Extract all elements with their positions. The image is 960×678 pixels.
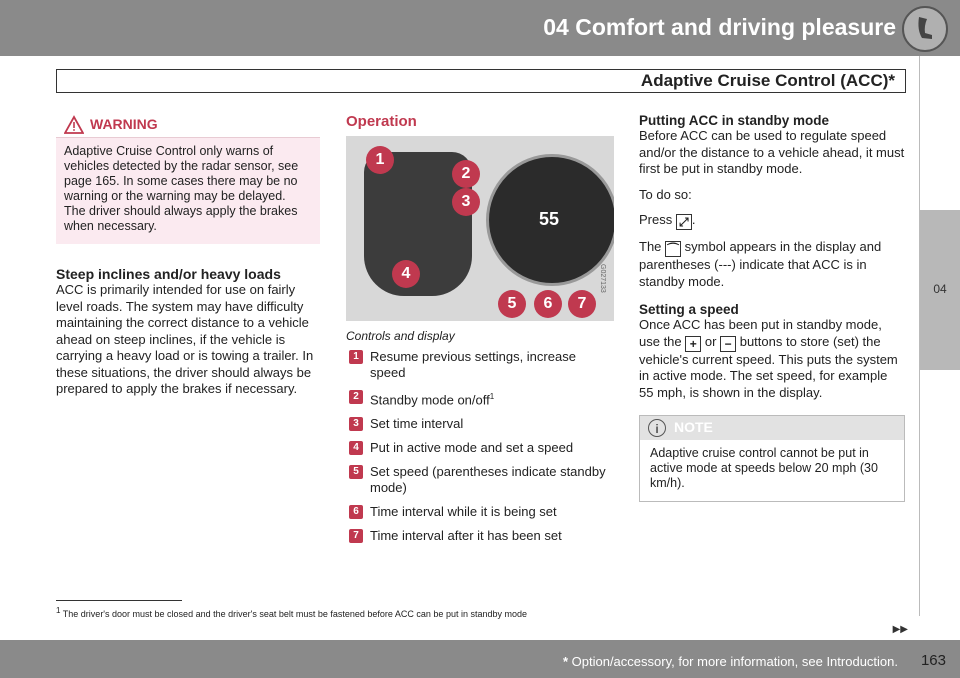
acc-symbol-icon: ⌒ <box>667 242 680 256</box>
page-number: 163 <box>920 652 946 669</box>
setspeed-text-c: buttons to store (set) the vehicle's current speed. This puts the system in active mode. The set speed, for example 55 mph, is shown in the display. <box>639 333 898 400</box>
press-label: Press <box>639 212 673 227</box>
footer-star: * <box>562 654 569 669</box>
section-bar <box>56 69 906 93</box>
warning-triangle-icon <box>64 115 84 135</box>
section-title: Adaptive Cruise Control (ACC)* <box>640 71 895 90</box>
controls-figure <box>346 136 614 321</box>
setspeed-text <box>639 317 905 401</box>
chapter-side-tab <box>920 210 960 370</box>
steep-inclines-text: ACC is primarily intended for use on fairly level roads. The system may have difficulty maintaining the correct distance to a vehicle ahead on steep inclines, if the vehicle is carrying a heavy load or is towing a trailer. In these situations, the driver should always be prepared to apply the brakes if necessary. <box>56 282 314 396</box>
footer-text: Option/accessory, for more information, see Introduction. <box>571 654 898 669</box>
note-header <box>640 416 904 440</box>
item-text: Time interval after it has been set <box>370 528 562 544</box>
item-number: 2 <box>349 390 363 404</box>
steep-inclines-heading: Steep inclines and/or heavy loads <box>56 266 281 282</box>
item-number: 7 <box>349 529 363 543</box>
plus-icon: + <box>685 336 701 352</box>
callout-3: 3 <box>452 188 480 216</box>
item-text: Put in active mode and set a speed <box>370 440 574 456</box>
standby-text-2: To do so: <box>639 186 692 202</box>
list-item <box>346 389 614 408</box>
item-number: 4 <box>349 441 363 455</box>
column-middle <box>346 113 614 552</box>
callout-5: 5 <box>498 290 526 318</box>
footer-note <box>563 654 898 669</box>
standby-text-3 <box>639 212 905 230</box>
item-text: Time interval while it is being set <box>370 504 557 520</box>
item-number: 5 <box>349 465 363 479</box>
standby-text-4 <box>639 239 905 290</box>
figure-caption: Controls and display <box>346 329 455 343</box>
warning-box <box>56 113 320 244</box>
gauge-speed: 55 <box>539 209 560 229</box>
chapter-side-tab-label: 04 <box>933 282 947 296</box>
note-title: NOTE <box>674 419 713 435</box>
controls-list <box>346 349 614 544</box>
instrument-gauge <box>486 154 614 286</box>
list-item <box>346 440 614 456</box>
info-icon: i <box>648 419 666 437</box>
list-item <box>346 528 614 544</box>
standby-text-1: Before ACC can be used to regulate speed and/or the distance to a vehicle ahead, it must first be put in standby mode. <box>639 128 905 176</box>
footnote-mark: 1 <box>56 606 61 615</box>
warning-text: Adaptive Cruise Control only warns of vehicles detected by the radar sensor, see page 165. In some cases there may be no warning or the warning may be delayed. The driver should always apply the brakes when necessary. <box>64 144 299 233</box>
seat-icon <box>902 6 948 52</box>
item-text: Set speed (parentheses indicate standby mode) <box>370 464 606 496</box>
setspeed-text-b: or <box>704 333 717 349</box>
warning-title: WARNING <box>90 116 158 132</box>
standby-heading: Putting ACC in standby mode <box>639 113 829 128</box>
page-footer <box>0 640 960 678</box>
item-text: Standby mode on/off <box>370 392 490 408</box>
item-number: 6 <box>349 505 363 519</box>
footnote <box>56 606 527 619</box>
callout-1: 1 <box>366 146 394 174</box>
note-text: Adaptive cruise control cannot be put in active mode at speeds below 20 mph (30 km/h). <box>650 446 878 490</box>
symbol-label-a: The <box>639 239 662 254</box>
chapter-header <box>0 0 960 56</box>
continue-arrows-icon: ▶▶ <box>892 624 908 635</box>
item-number: 1 <box>349 350 363 364</box>
minus-icon: − <box>720 336 736 352</box>
symbol-label-b: symbol appears in the display and parentheses (---) indicate that ACC is in standby mode. <box>639 239 882 289</box>
item-text: Set time interval <box>370 416 464 432</box>
press-period: . <box>691 212 696 227</box>
footnote-text: The driver's door must be closed and the driver's seat belt must be fastened before ACC can be put in standby mode <box>62 609 527 619</box>
footnote-ref: 1 <box>489 392 495 401</box>
column-right <box>639 113 905 502</box>
acc-button-icon: ⤢ <box>676 214 692 230</box>
item-text: Resume previous settings, increase speed <box>370 349 576 380</box>
setspeed-heading: Setting a speed <box>639 302 739 317</box>
chapter-title: 04 Comfort and driving pleasure <box>543 14 896 40</box>
note-box <box>639 415 905 502</box>
callout-2: 2 <box>452 160 480 188</box>
list-item <box>346 504 614 520</box>
callout-4: 4 <box>392 260 420 288</box>
item-number: 3 <box>349 417 363 431</box>
footnote-rule <box>56 600 182 601</box>
list-item <box>346 416 614 432</box>
operation-heading: Operation <box>346 113 417 130</box>
warning-header <box>56 113 320 138</box>
list-item <box>346 349 614 381</box>
list-item <box>346 464 614 496</box>
setspeed-text-a: Once ACC has been put in standby mode, use the <box>639 317 882 349</box>
column-left <box>56 113 320 398</box>
callout-6: 6 <box>534 290 562 318</box>
figure-code: G027133 <box>599 264 606 293</box>
callout-7: 7 <box>568 290 596 318</box>
